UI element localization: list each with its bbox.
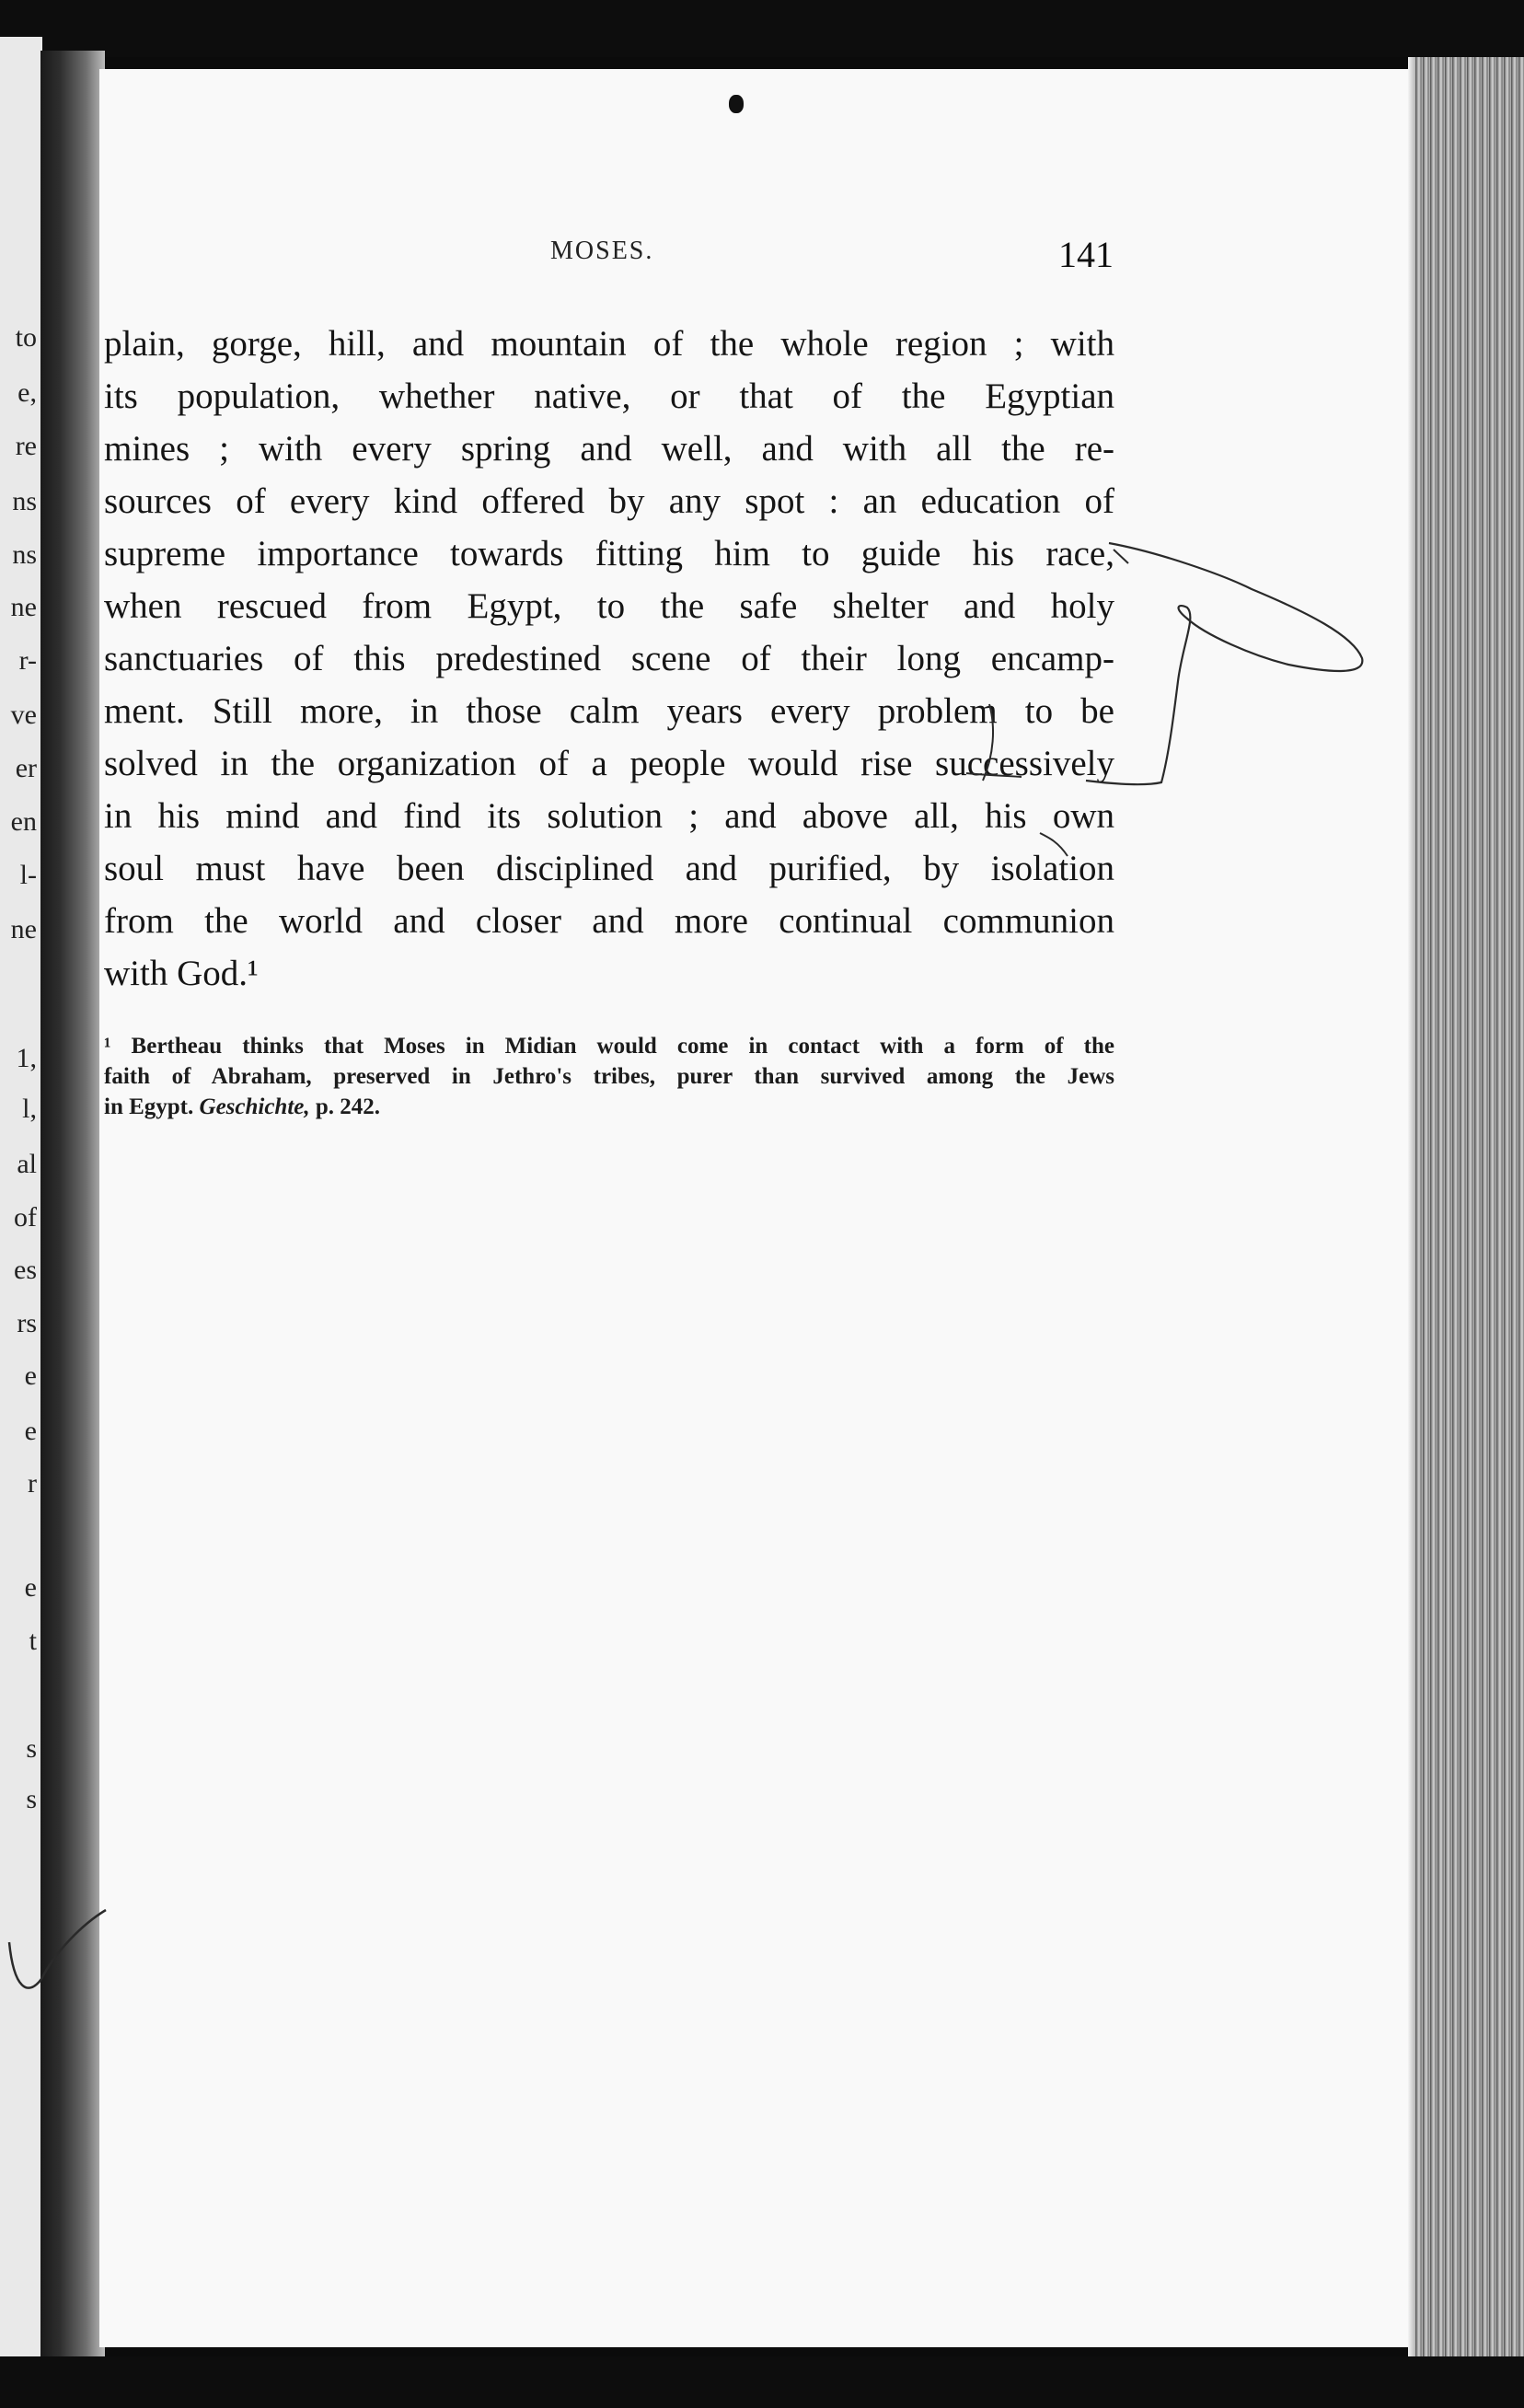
footnote-line: ¹ Bertheau thinks that Moses in Midian would come in contact with a form of the xyxy=(104,1034,1114,1059)
footnote xyxy=(104,1031,1114,1122)
facing-page-strip xyxy=(0,37,42,2375)
body-line: solved in the organization of a people would rise successively xyxy=(104,744,1114,783)
facing-page-fragment: 1, xyxy=(16,1043,37,1073)
body-line: mines ; with every spring and well, and with all the re- xyxy=(104,429,1114,469)
running-head: MOSES. xyxy=(550,237,654,265)
scan-frame-top xyxy=(0,0,1524,57)
footnote-line: faith of Abraham, preserved in Jethro's tribes, purer than survived among the Jews xyxy=(104,1064,1114,1089)
body-line: from the world and closer and more continual communion xyxy=(104,901,1114,941)
facing-page-fragment: s xyxy=(26,1733,37,1764)
body-line: its population, whether native, or that of the Egyptian xyxy=(104,376,1114,416)
facing-page-fragment: l, xyxy=(22,1094,37,1124)
page-number: 141 xyxy=(1058,234,1114,275)
facing-page-fragment: e, xyxy=(17,377,37,408)
facing-page-fragment: ne xyxy=(10,914,37,944)
book-gutter-shadow xyxy=(40,51,105,2370)
footnote-text: in Egypt. xyxy=(104,1094,194,1119)
facing-page-fragment: r- xyxy=(18,645,37,676)
facing-page-fragment: s xyxy=(26,1784,37,1814)
facing-page-fragment: e xyxy=(24,1572,37,1603)
facing-page-fragment: t xyxy=(29,1626,37,1656)
facing-page-fragment: ne xyxy=(10,592,37,622)
body-line: sanctuaries of this predestined scene of their long encamp- xyxy=(104,639,1114,678)
body-line: supreme importance towards fitting him to guide his race, xyxy=(104,534,1114,573)
facing-page-fragment: ns xyxy=(12,486,37,516)
body-text xyxy=(104,318,1114,1000)
body-line: with God.¹ xyxy=(104,954,259,993)
body-line: when rescued from Egypt, to the safe shelter and holy xyxy=(104,586,1114,626)
body-line: sources of every kind offered by any spot : an education of xyxy=(104,481,1114,521)
facing-page-fragment: r xyxy=(28,1468,37,1499)
facing-page-fragment: es xyxy=(14,1255,37,1285)
facing-page-fragment: rs xyxy=(17,1308,37,1338)
footnote-citation-title: Geschichte, xyxy=(199,1094,310,1119)
facing-page-fragment: e xyxy=(24,1360,37,1391)
facing-page-fragment: ns xyxy=(12,539,37,570)
facing-page-fragment: of xyxy=(14,1202,37,1233)
scan-frame-bottom xyxy=(0,2356,1524,2408)
ink-blot-mark xyxy=(729,95,744,113)
book-page-edges xyxy=(1415,57,1524,2358)
facing-page-fragment: er xyxy=(15,753,37,783)
body-line: soul must have been disciplined and purified, by isolation xyxy=(104,849,1114,888)
facing-page-fragment: al xyxy=(17,1149,37,1179)
facing-page-fragment: l- xyxy=(19,860,37,890)
facing-page-fragment: en xyxy=(10,806,37,837)
facing-page-fragment: re xyxy=(15,431,37,461)
body-line: ment. Still more, in those calm years every problem to be xyxy=(104,691,1114,731)
body-line: plain, gorge, hill, and mountain of the whole region ; with xyxy=(104,324,1114,364)
footnote-page-ref: p. 242. xyxy=(315,1094,381,1119)
facing-page-fragment: ve xyxy=(10,700,37,730)
body-line: in his mind and find its solution ; and above all, his own xyxy=(104,796,1114,836)
facing-page-fragment: e xyxy=(24,1416,37,1446)
footnote-line xyxy=(104,1092,1114,1122)
facing-page-fragment: to xyxy=(15,322,37,353)
